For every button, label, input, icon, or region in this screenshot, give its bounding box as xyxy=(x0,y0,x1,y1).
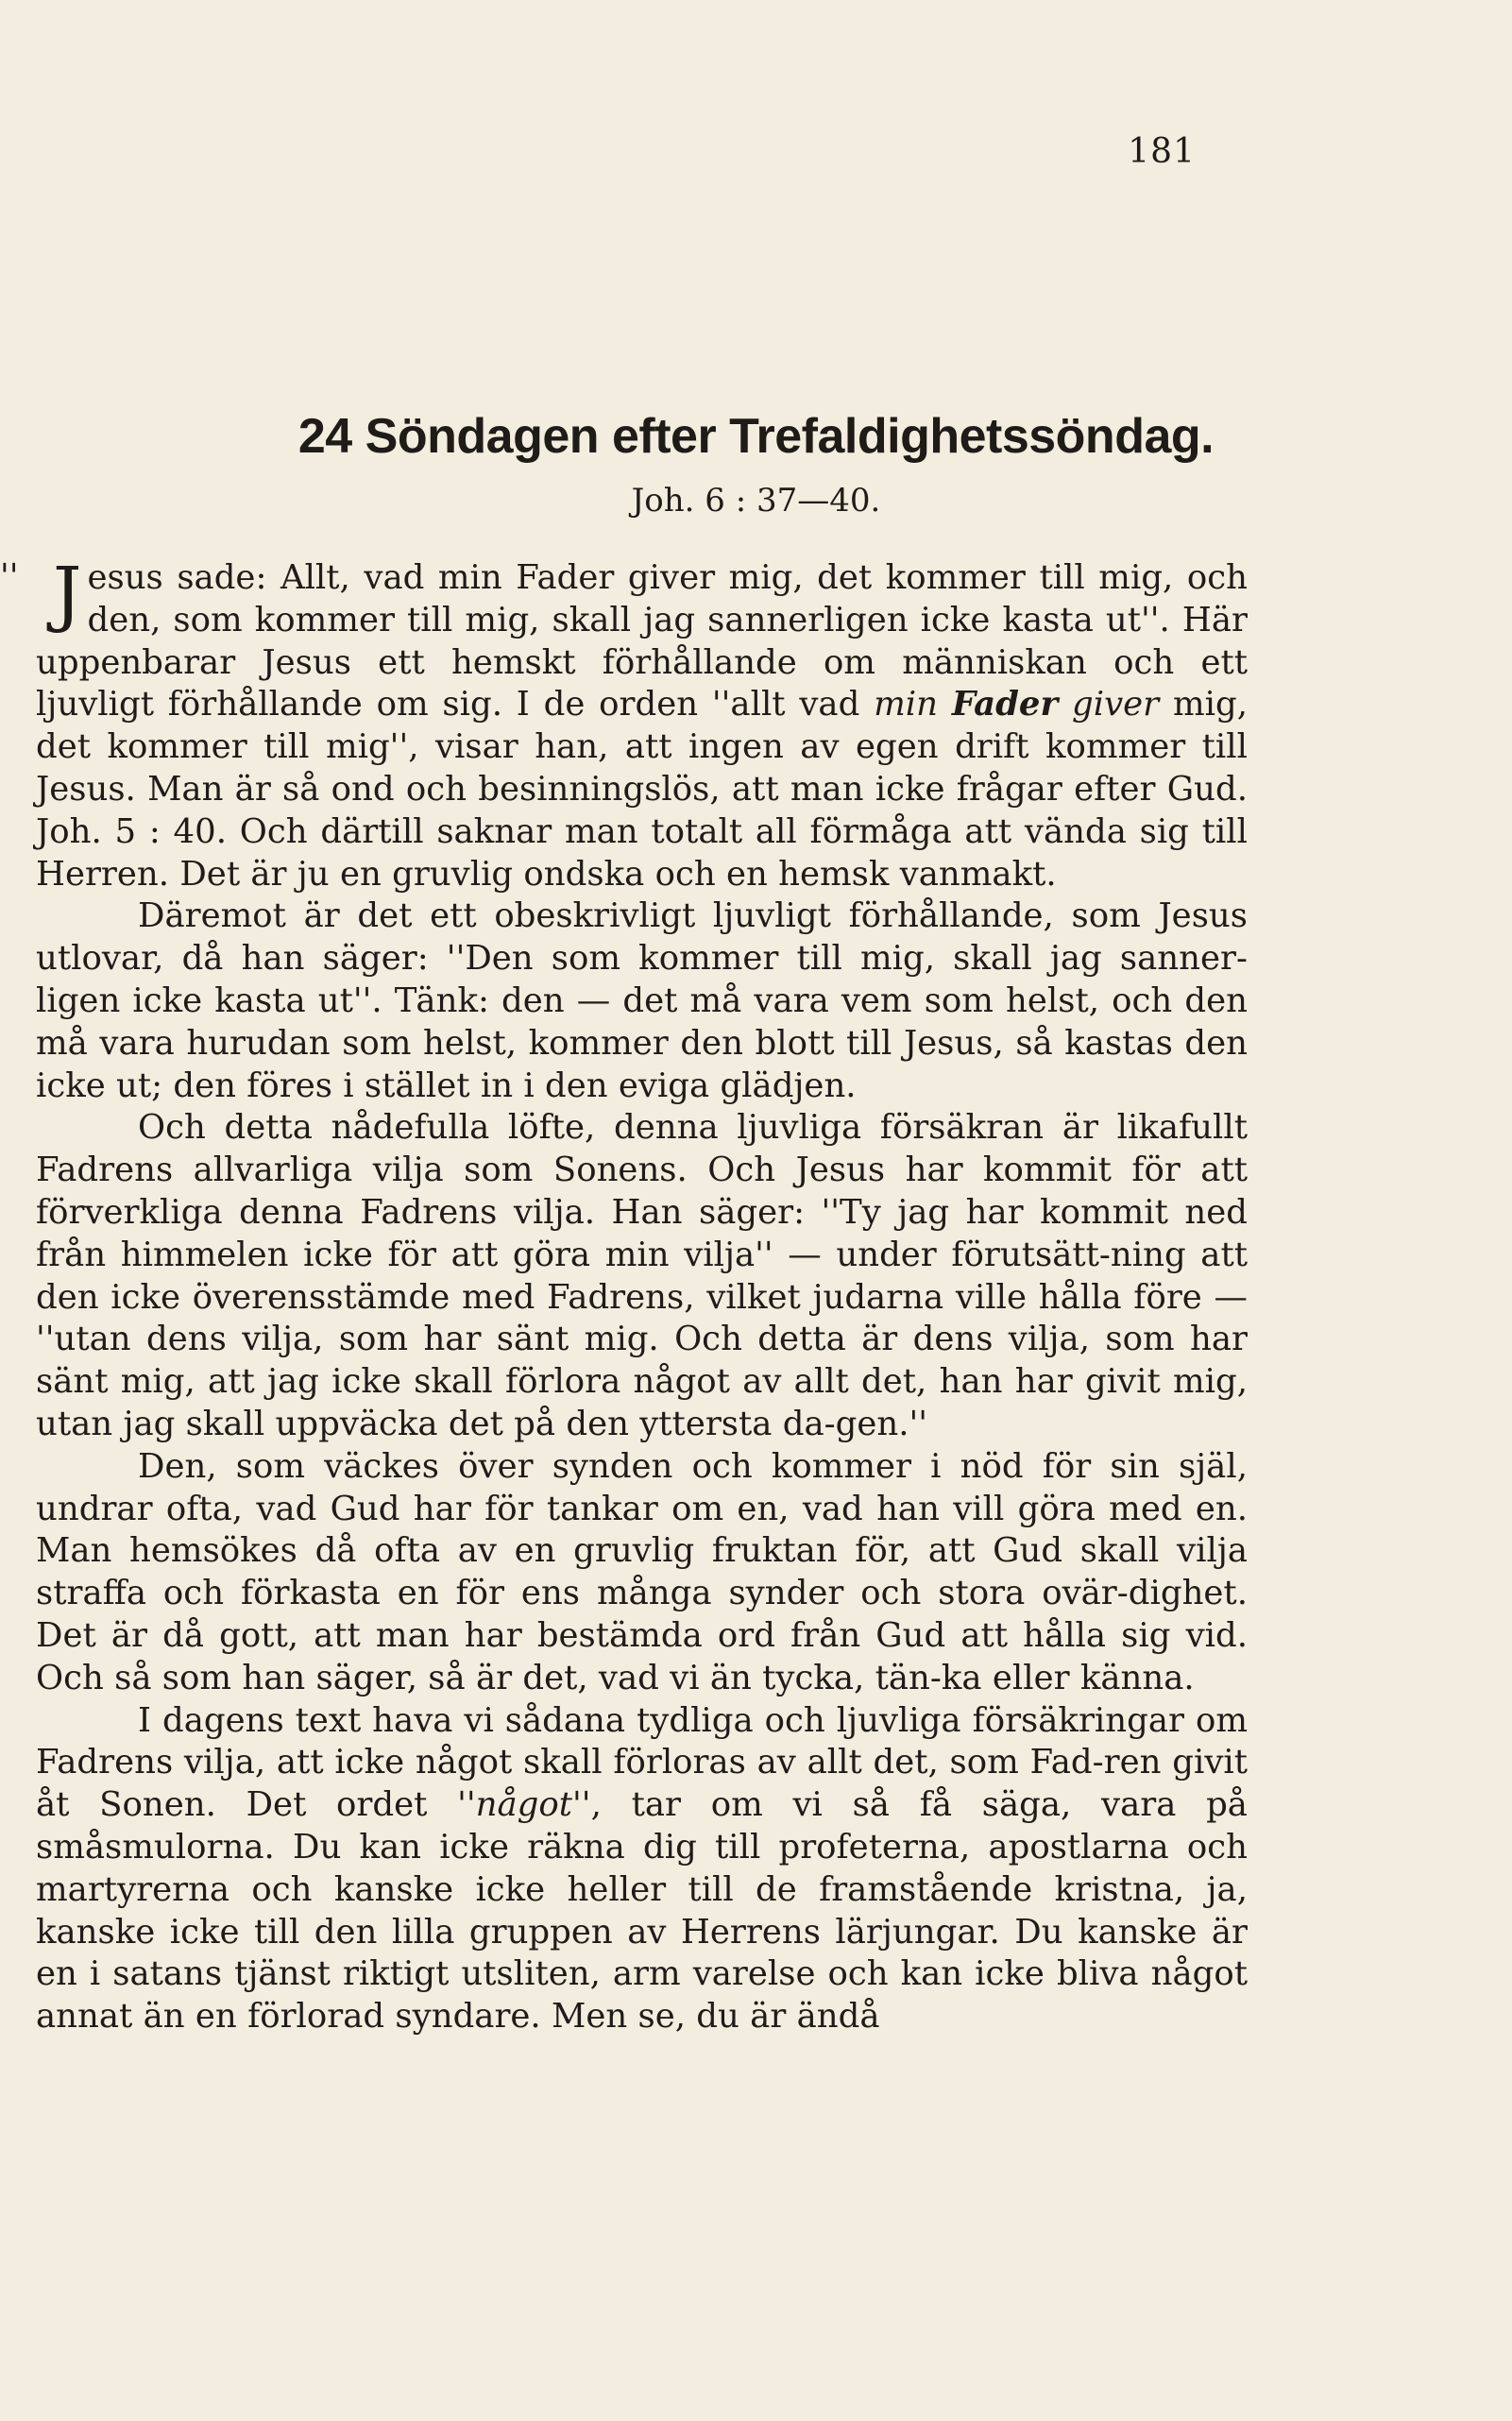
paragraph-5 xyxy=(36,1700,1248,2038)
paragraph-1 xyxy=(36,551,1248,895)
paragraph-1-part-a: Jesus sade: Allt, vad min Fader giver mig, det kommer till mig, och den, som kommer till mig, skall jag sannerligen icke kasta ut''. Här uppenbarar Jesus ett hemskt förhållande om människan och ett ljuvligt förhållande om sig. I de orden ''allt vad xyxy=(36,551,1248,725)
paragraph-3: Och detta nådefulla löfte, denna ljuvliga försäkran är likafullt Fadrens allvarliga vilja som Sonens. Och Jesus har kommit för att förverkliga denna Fadrens vilja. Han säger: ''Ty jag har kommit ned från himmelen icke för att göra min vilja'' — under förutsätt-ning att den icke överensstämde med Fadrens, vilket judarna ville hålla före — ''utan dens vilja, som har sänt mig. Och detta är dens vilja, som har sänt mig, att jag icke skall förlora något av allt det, han har givit mig, utan jag skall uppväcka det på den yttersta da-gen.'' xyxy=(36,1108,1248,1443)
paragraph-1-part-b: mig, det kommer till mig'', visar han, att ingen av egen drift kommer till Jesus. Man är så ond och besinningslös, att man icke frågar efter Gud. Joh. 5 : 40. Och därtill saknar man totalt all förmåga att vända sig till Herren. Det är ju en gruvlig ondska och en hemsk vanmakt. xyxy=(36,685,1248,894)
paragraph-2: Däremot är det ett obeskrivligt ljuvligt förhållande, som Jesus utlovar, då han säger: ''Den som kommer till mig, skall jag sanner-ligen icke kasta ut''. Tänk: den — det må vara vem som helst, och den må vara hurudan som helst, kommer den blott till Jesus, så kastas den icke ut; den föres i stället in i den eviga glädjen. xyxy=(36,896,1248,1105)
opening-quote-mark: '' xyxy=(0,557,19,596)
emphasis-giver: giver xyxy=(1072,685,1160,725)
paragraph-4: Den, som väckes över synden och kommer i nöd för sin själ, undrar ofta, vad Gud har för tankar om en, vad han vill göra med en. Man hemsökes då ofta av en gruvlig fruktan för, att Gud skall vilja straffa och förkasta en för ens många synder och stora ovär-dighet. Det är då gott, att man har bestämda ord från Gud att hålla sig vid. Och så som han säger, så är det, vad vi än tycka, tän-ka eller känna. xyxy=(36,1446,1248,1697)
body-text xyxy=(36,551,1248,2038)
paragraph-5-part-a: I dagens text hava vi sådana tydliga och ljuvliga försäkringar om Fadrens vilja, att icke något skall förloras av allt det, som Fad-ren givit åt Sonen. Det ordet xyxy=(36,1700,1248,1825)
emphasis-fader: Fader xyxy=(951,685,1059,725)
emphasis-nagot: ''något'' xyxy=(457,1785,591,1825)
paragraph-5-part-b: , tar om vi så få säga, vara på småsmulorna. Du kan icke räkna dig till profeterna, apostlarna och martyrerna och kanske icke heller till de framstående kristna, ja, kanske icke till den lilla gruppen av Herrens lärjungar. Du kanske är en i satans tjänst riktigt utsliten, arm varelse och kan icke bliva något annat än en förlorad syndare. Men se, du är ändå xyxy=(36,1785,1248,2037)
scripture-reference: Joh. 6 : 37—40. xyxy=(631,482,881,520)
chapter-title: 24 Söndagen efter Trefaldighetssöndag. xyxy=(297,409,1215,464)
emphasis-min: min xyxy=(874,685,939,725)
page-number: 181 xyxy=(1128,132,1196,171)
